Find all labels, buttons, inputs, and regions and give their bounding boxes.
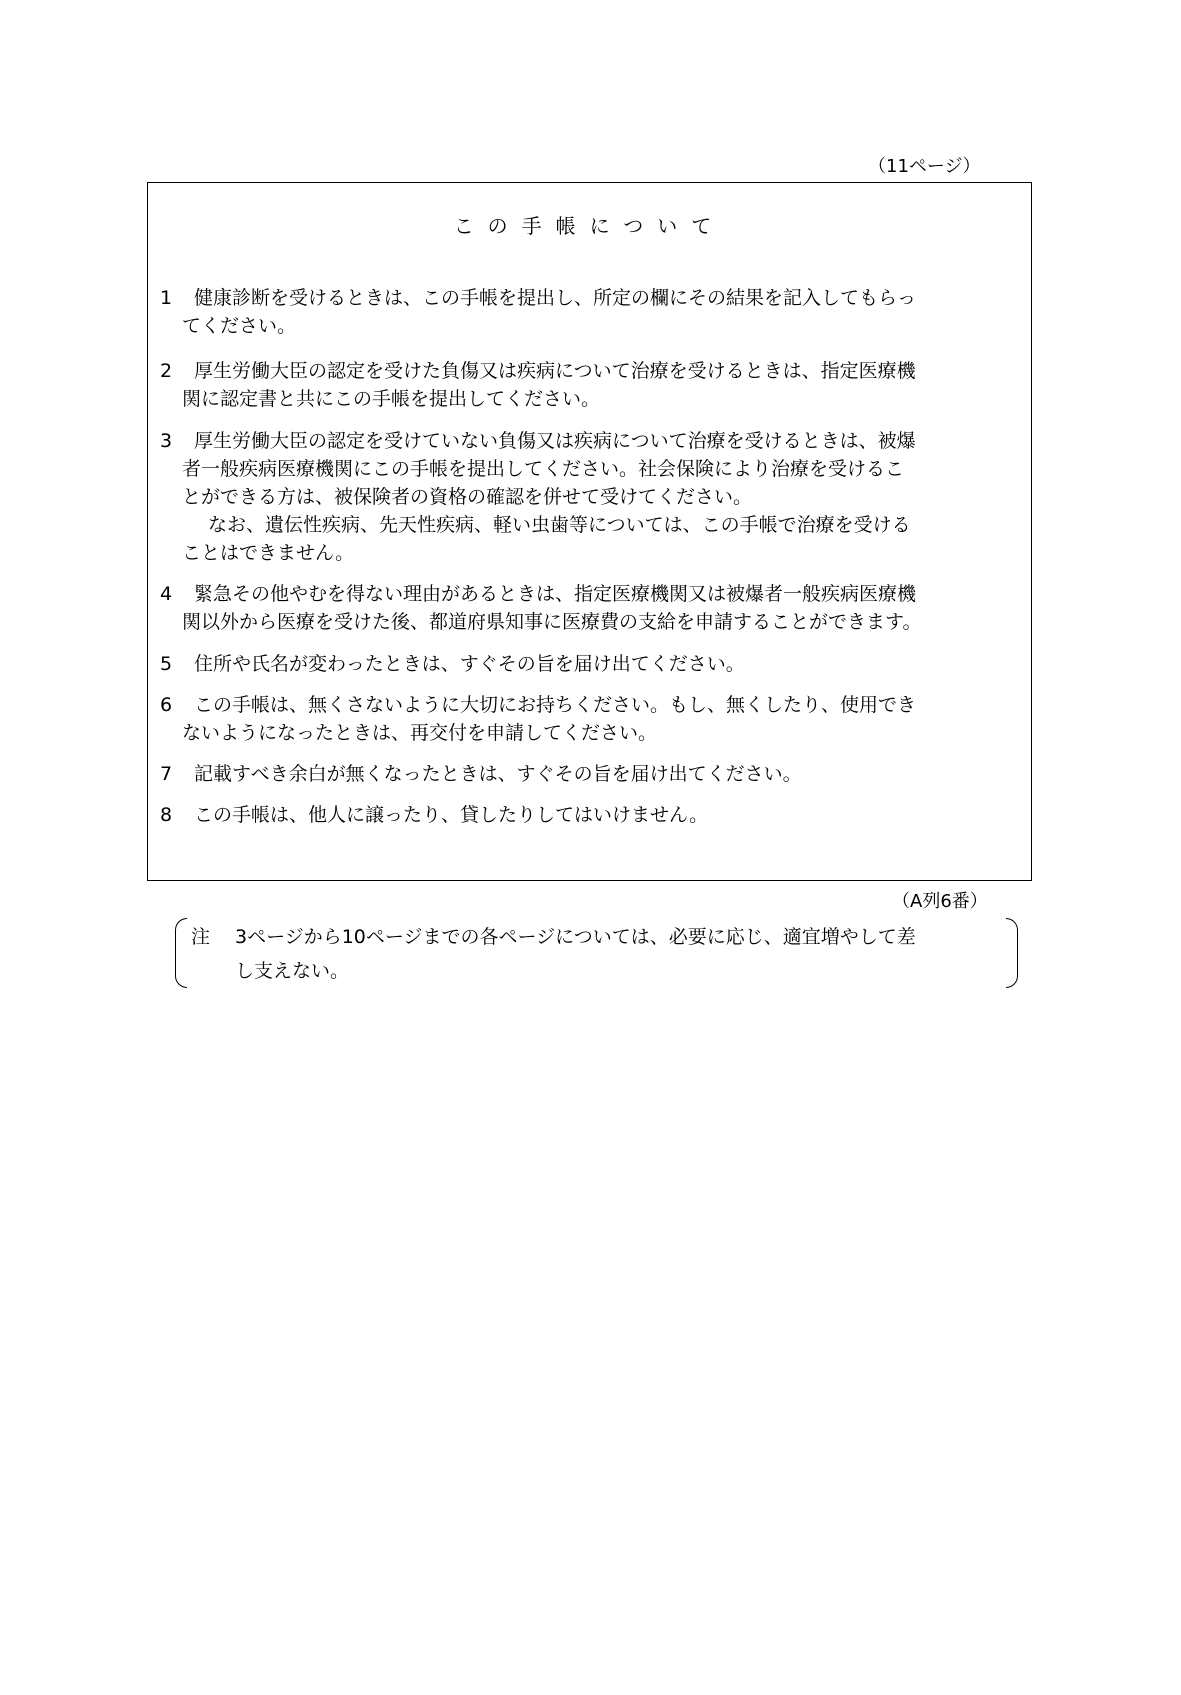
item-line: 関に認定書と共にこの手帳を提出してください。	[182, 388, 601, 410]
item-number: 5	[160, 653, 173, 675]
page-number-label: （11ページ）	[868, 156, 981, 177]
notice-title: この手帳について	[453, 214, 726, 238]
footnote-line: 3ページから10ページまでの各ページについては、必要に応じ、適宜増やして差	[235, 926, 916, 948]
item-line: ないようになったときは、再交付を申請してください。	[182, 722, 658, 744]
item-line: 健康診断を受けるときは、この手帳を提出し、所定の欄にその結果を記入してもらっ	[194, 287, 917, 309]
footnote	[175, 918, 1018, 988]
footnote-head: 注	[191, 926, 211, 948]
notice-item-5	[160, 650, 1030, 678]
notice-item-6	[160, 691, 1030, 747]
item-line: 記載すべき余白が無くなったときは、すぐその旨を届け出てください。	[194, 763, 802, 785]
item-number: 8	[160, 804, 173, 826]
notice-item-1	[160, 284, 1030, 340]
paper-size-label: （A列6番）	[892, 891, 988, 912]
item-line: この手帳は、無くさないように大切にお持ちください。もし、無くしたり、使用でき	[194, 694, 917, 716]
item-line: 緊急その他やむを得ない理由があるときは、指定医療機関又は被爆者一般疾病医療機	[194, 583, 917, 605]
item-line: なお、遺伝性疾病、先天性疾病、軽い虫歯等については、この手帳で治療を受ける	[208, 514, 911, 536]
notice-item-2	[160, 357, 1030, 413]
item-number: 1	[160, 287, 173, 309]
item-number: 7	[160, 763, 173, 785]
left-parenthesis	[175, 918, 187, 988]
item-number: 2	[160, 360, 173, 382]
item-line: 厚生労働大臣の認定を受けた負傷又は疾病について治療を受けるときは、指定医療機	[194, 360, 916, 382]
notice-item-3	[160, 427, 1030, 567]
item-line: この手帳は、他人に譲ったり、貸したりしてはいけません。	[194, 804, 709, 826]
item-line: 住所や氏名が変わったときは、すぐその旨を届け出てください。	[194, 653, 745, 675]
footnote-body	[235, 920, 916, 988]
item-number: 4	[160, 583, 173, 605]
item-line: 者一般疾病医療機関にこの手帳を提出してください。社会保険により治療を受けるこ	[182, 458, 905, 480]
right-parenthesis	[1006, 918, 1018, 988]
notice-item-4	[160, 580, 1030, 636]
item-line: 厚生労働大臣の認定を受けていない負傷又は疾病について治療を受けるときは、被爆	[194, 430, 916, 452]
notice-item-7	[160, 760, 1030, 788]
item-number: 6	[160, 694, 173, 716]
item-line: ことはできません。	[182, 542, 355, 564]
item-line: とができる方は、被保険者の資格の確認を併せて受けてください。	[182, 486, 753, 508]
item-line: 関以外から医療を受けた後、都道府県知事に医療費の支給を申請することができます。	[182, 611, 922, 633]
item-line: てください。	[182, 315, 297, 337]
footnote-line: し支えない。	[235, 960, 350, 982]
notice-item-8	[160, 801, 1030, 829]
item-number: 3	[160, 430, 173, 452]
